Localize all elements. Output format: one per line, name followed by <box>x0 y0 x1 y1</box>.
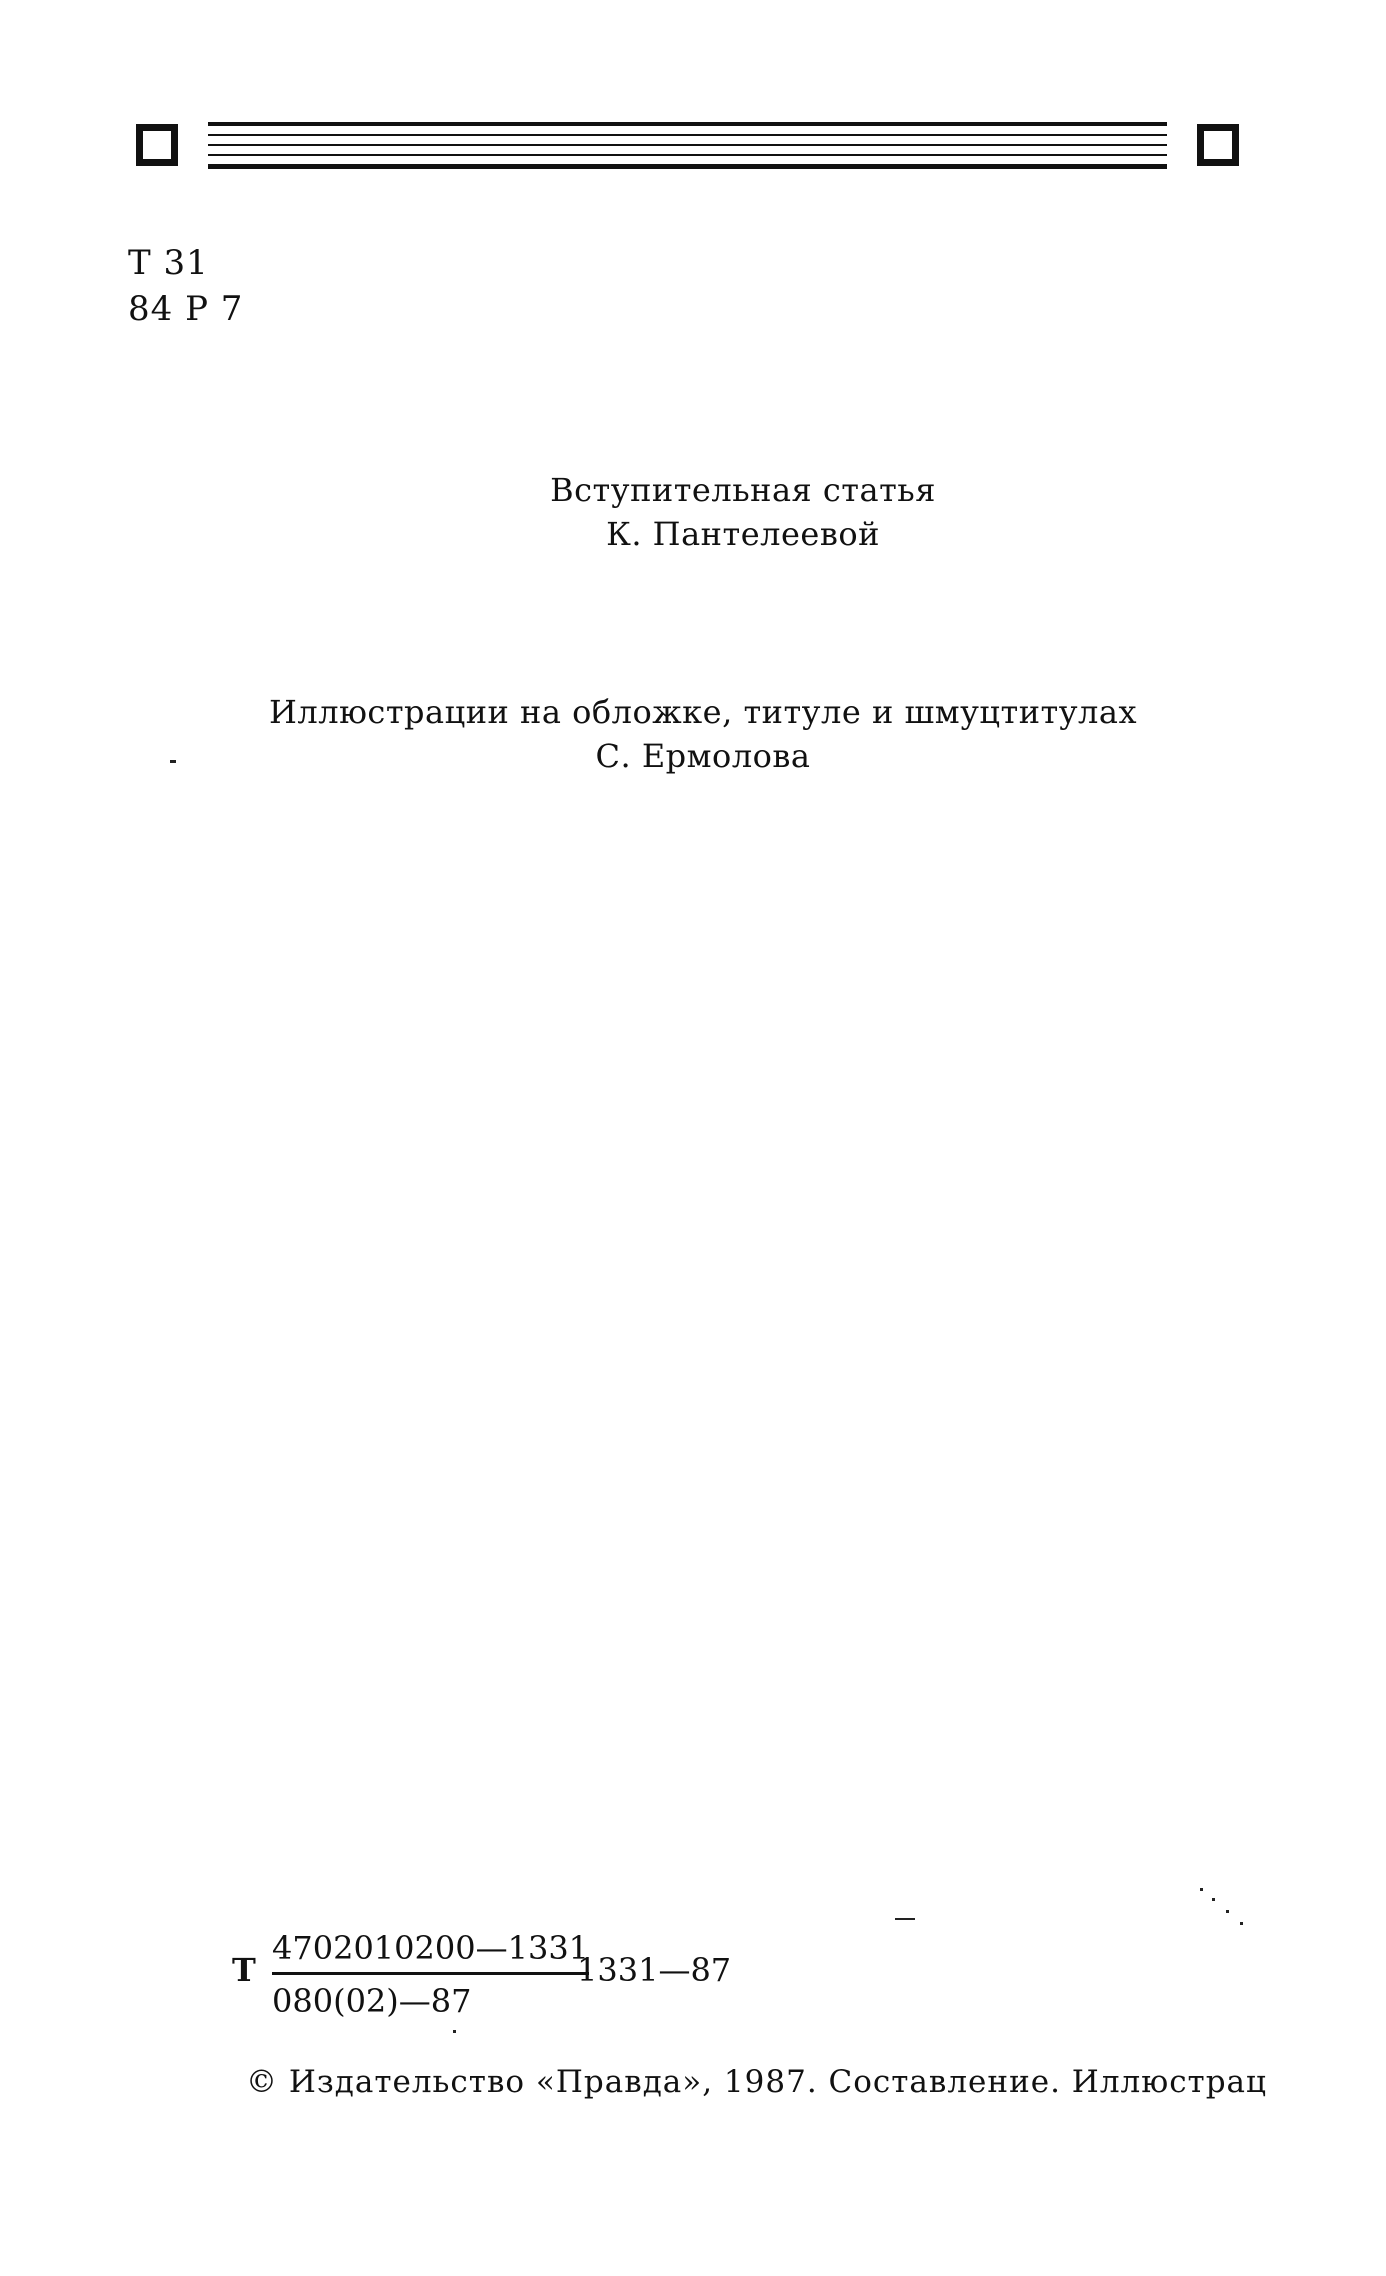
scan-speck <box>453 2030 456 2033</box>
copyright-line: © Издательство «Правда», 1987. Составление. Иллюстрац <box>246 2064 1267 2100</box>
intro-label: Вступительная статья <box>550 471 936 509</box>
index-fraction <box>272 1928 589 2021</box>
classification-line-2: 84 Р 7 <box>128 289 244 329</box>
scan-speck <box>1200 1888 1203 1891</box>
intro-author: К. Пантелеевой <box>606 515 880 553</box>
ornament-square-right <box>1197 124 1239 166</box>
scan-speck <box>170 760 176 763</box>
classification-line-1: Т 31 <box>128 243 209 283</box>
ornament-rule <box>208 164 1167 169</box>
scan-speck <box>1212 1898 1215 1901</box>
index-denominator: 080(02)—87 <box>272 1982 472 2020</box>
illustrations-credit <box>10 690 1386 778</box>
ornament-square-left <box>136 124 178 166</box>
ornament-rule <box>208 144 1167 146</box>
scan-speck <box>1226 1910 1229 1913</box>
ornament-rule <box>208 154 1167 156</box>
index-suffix: 1331—87 <box>577 1951 732 1989</box>
illustrations-author: С. Ермолова <box>595 737 811 775</box>
ornament-rule <box>208 134 1167 136</box>
illustrations-label: Иллюстрации на обложке, титуле и шмуцтитулах <box>269 693 1137 731</box>
top-ornament <box>136 120 1239 178</box>
scan-speck <box>1240 1922 1243 1925</box>
scan-speck <box>895 1918 915 1920</box>
ornament-rule <box>208 122 1167 126</box>
classification-codes <box>128 240 243 332</box>
index-numerator: 4702010200—1331 <box>272 1928 589 1975</box>
intro-credit <box>50 468 1386 556</box>
index-letter: Т <box>232 1951 256 1989</box>
